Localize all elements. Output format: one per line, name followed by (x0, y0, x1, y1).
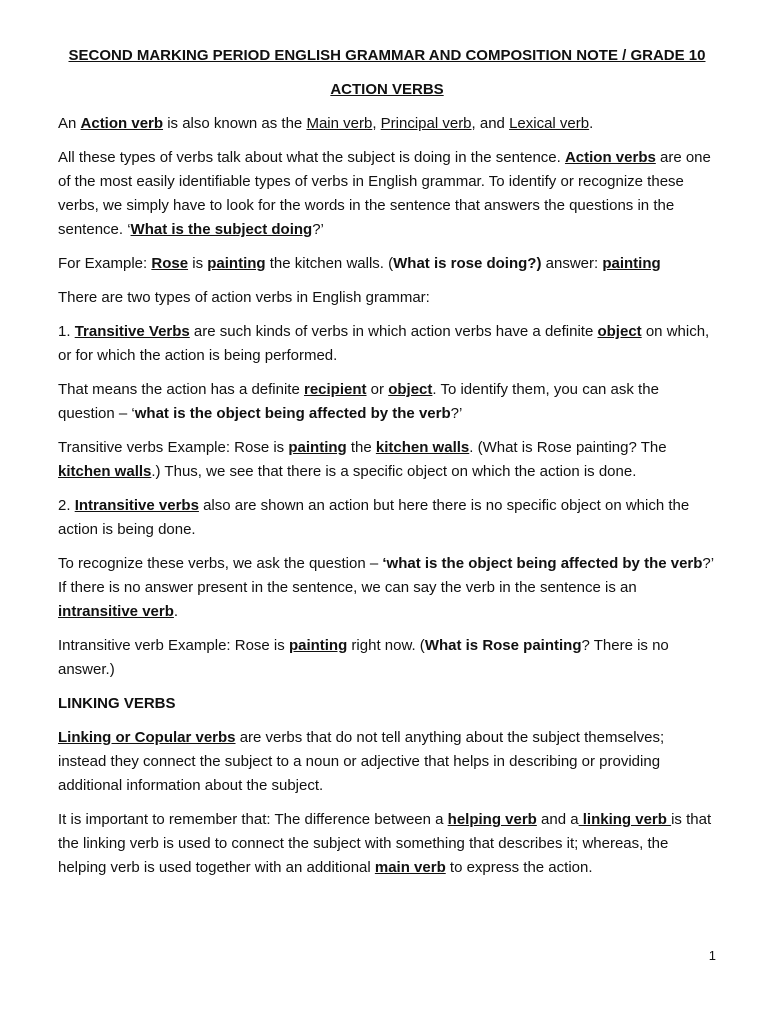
example-object: kitchen walls (58, 463, 152, 480)
text: , (372, 115, 381, 132)
term-main-verb: Main verb (306, 115, 373, 132)
text: Transitive verbs Example: Rose is (58, 439, 289, 456)
text: is that the linking verb is used to connect the subject with something that describes it; whereas, the helping verb is used together with an additional (58, 811, 712, 876)
document-title: SECOND MARKING PERIOD ENGLISH GRAMMAR AND COMPOSITION NOTE / GRADE 10 (68, 47, 706, 64)
text: 1. (58, 323, 75, 340)
text: on which, or for which the action is being performed. (58, 323, 710, 364)
text: and a (536, 811, 579, 828)
paragraph-transitive-example (58, 436, 716, 484)
term-transitive-verbs: Transitive Verbs (74, 323, 190, 340)
text: .) Thus, we see that there is a specific object on which the action is done. (151, 463, 637, 480)
text: also are shown an action but here there is no specific object on which the action is being done. (58, 497, 690, 538)
term-intransitive-verb: intransitive verb (58, 603, 174, 620)
paragraph-transitive-verbs (58, 320, 716, 368)
text: Intransitive verb Example: Rose is (58, 637, 289, 654)
term-principal-verb: Principal verb (380, 115, 472, 132)
text: . (173, 603, 179, 620)
example-subject: Rose (151, 255, 189, 272)
term-action-verbs: Action verbs (564, 149, 656, 166)
example-verb: painting (207, 255, 266, 272)
text: , and (471, 115, 510, 132)
text: It is important to remember that: The difference between a (58, 811, 448, 828)
text: are such kinds of verbs in which action verbs have a definite (189, 323, 598, 340)
term-helping-verb: helping verb (447, 811, 537, 828)
text: . To identify them, you can ask the question – ‘ (58, 381, 659, 422)
example-answer: painting (602, 255, 661, 272)
question-object-affected: ‘what is the object being affected by the verb (382, 555, 703, 572)
term-intransitive-verbs: Intransitive verbs (74, 497, 199, 514)
question-subject-doing: What is the subject doing (130, 221, 313, 238)
example-question: What is Rose painting (424, 637, 582, 654)
text: the (346, 439, 376, 456)
paragraph-linking-verbs (58, 726, 716, 798)
question-object-affected: what is the object being affected by the verb (134, 405, 451, 422)
text: is also known as the (163, 115, 307, 132)
paragraph-example (58, 252, 716, 276)
text: is (188, 255, 208, 272)
section-title-action-verbs: ACTION VERBS (330, 81, 444, 98)
term-action-verb: Action verb (80, 115, 164, 132)
example-question: What is rose doing?) (393, 255, 542, 272)
text: To recognize these verbs, we ask the question – (58, 555, 383, 572)
text: or (366, 381, 389, 398)
text: right now. ( (347, 637, 425, 654)
term-recipient: recipient (303, 381, 367, 398)
text: That means the action has a definite (58, 381, 304, 398)
paragraph-action-verbs-explained (58, 146, 716, 242)
text: ?’ If there is no answer present in the sentence, we can say the verb in the sentence is an (58, 555, 714, 596)
text: . (589, 115, 594, 132)
text: are verbs that do not tell anything about the subject themselves; instead they connect the subject to a noun or adjective that helps in describing or providing additional information about the subject. (58, 729, 665, 794)
term-main-verb: main verb (374, 859, 446, 876)
paragraph-intransitive-example (58, 634, 716, 682)
term-object: object (597, 323, 642, 340)
text: All these types of verbs talk about what the subject is doing in the sentence. (58, 149, 565, 166)
page-number: 1 (708, 948, 716, 963)
paragraph-intransitive-verbs (58, 494, 716, 542)
paragraph-action-verb-definition (58, 112, 716, 136)
example-object: kitchen walls (375, 439, 470, 456)
text: An (58, 115, 81, 132)
text: . (What is Rose painting? The (469, 439, 667, 456)
text: ?’ (450, 405, 463, 422)
text: For Example: (58, 255, 152, 272)
example-verb: painting (288, 439, 347, 456)
text: are one of the most easily identifiable types of verbs in English grammar. To identify or recognize these verbs, we simply have to look for the words in the sentence that answers the questions in the sentence. ‘ (58, 149, 711, 238)
text: answer: (541, 255, 603, 272)
text: ? There is no answer.) (58, 637, 669, 678)
section-heading-linking-verbs: LINKING VERBS (58, 695, 176, 712)
paragraph-recognize-intransitive (58, 552, 716, 624)
term-linking-copular-verbs: Linking or Copular verbs (58, 729, 236, 746)
text: 2. (58, 497, 75, 514)
paragraph-recipient-object (58, 378, 716, 426)
paragraph-helping-vs-linking (58, 808, 716, 880)
text: to express the action. (445, 859, 593, 876)
term-lexical-verb: Lexical verb (509, 115, 590, 132)
text: the kitchen walls. ( (265, 255, 394, 272)
term-object: object (388, 381, 433, 398)
paragraph-two-types: There are two types of action verbs in English grammar: (58, 289, 430, 306)
example-verb: painting (288, 637, 348, 654)
text: ?’ (312, 221, 324, 238)
term-linking-verb: linking verb (578, 811, 672, 828)
